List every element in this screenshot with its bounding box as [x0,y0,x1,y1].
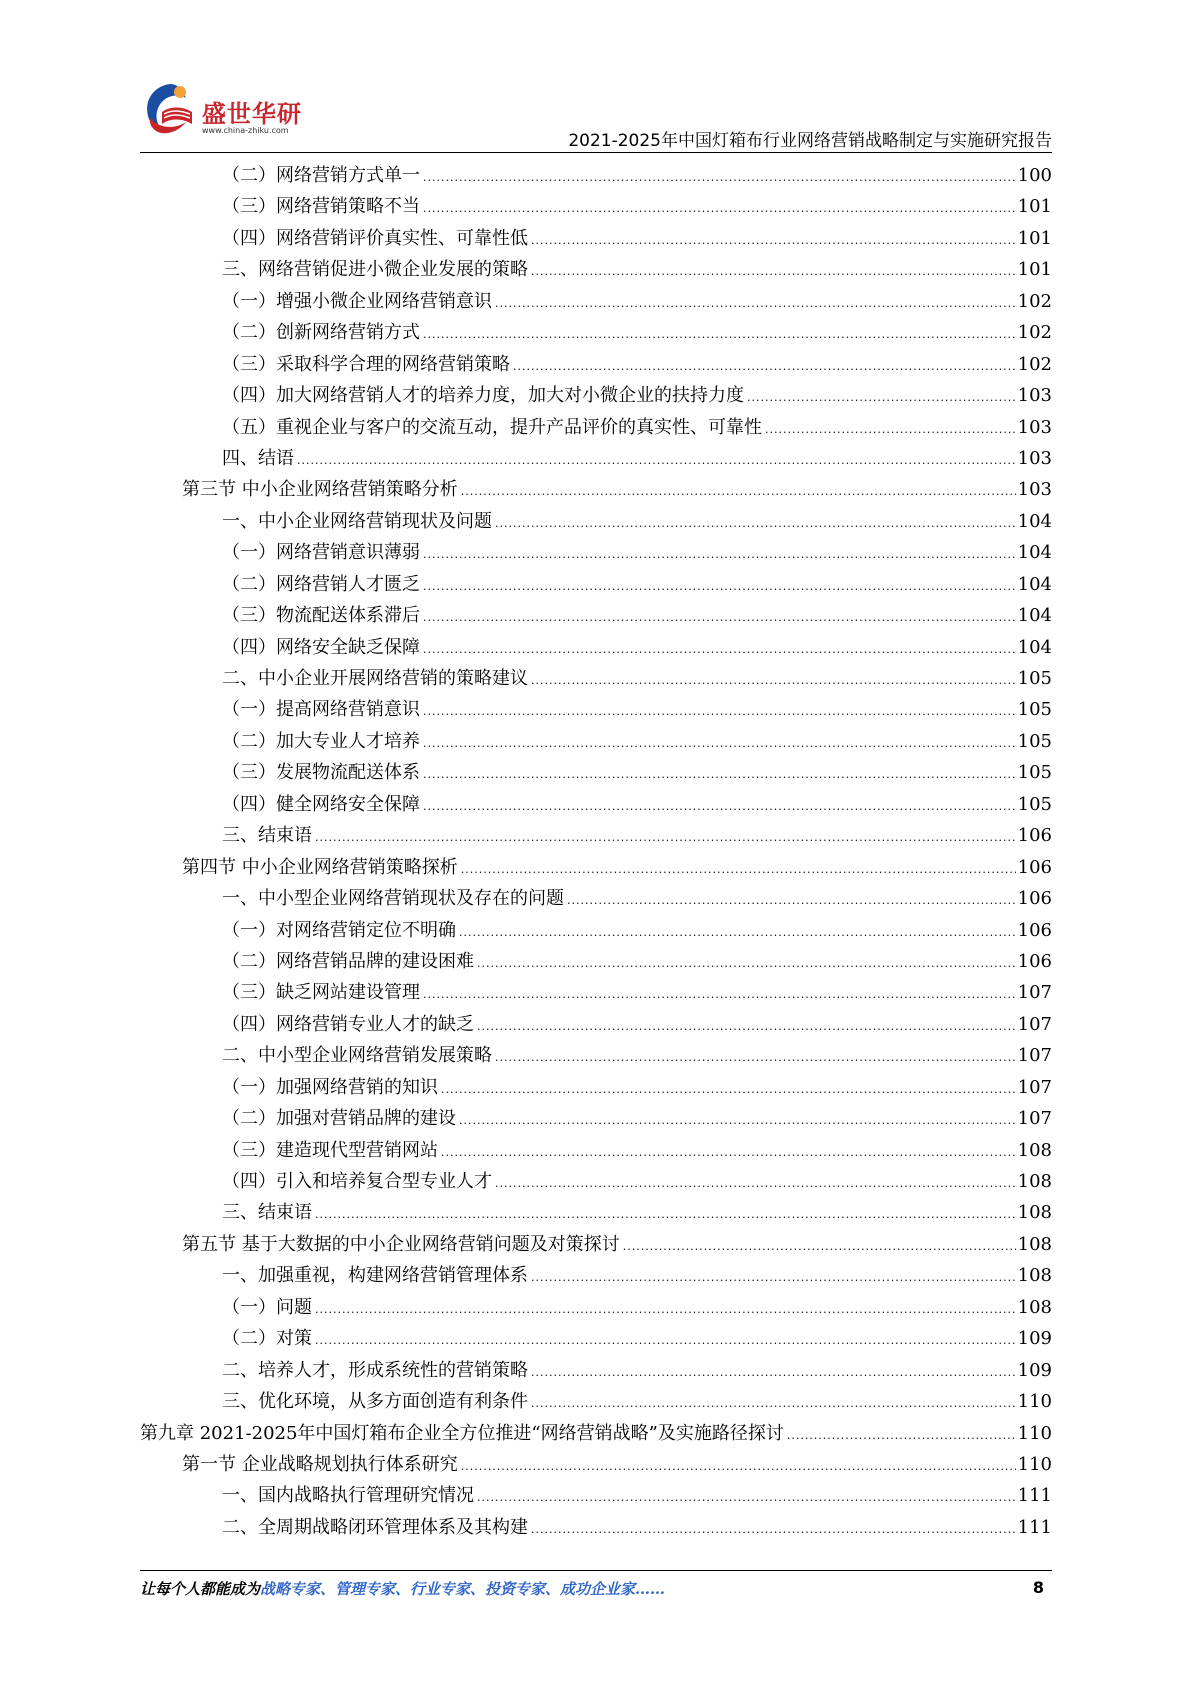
page-header [140,78,1052,154]
toc-entry-title: （一）网络营销意识薄弱 [222,542,420,564]
toc-entry[interactable] [140,1009,1052,1040]
toc-entry-page: 105 [1017,668,1052,689]
toc-leader-dots [423,979,1016,1010]
toc-entry-page: 103 [1017,479,1052,501]
toc-entry[interactable] [140,946,1052,977]
toc-entry-page: 110 [1017,1422,1052,1444]
toc-entry-title: （四）网络安全缺乏保障 [222,636,420,658]
toc-entry-title: 三、结束语 [222,825,312,847]
toc-entry-title: （三）采取科学合理的网络营销策略 [222,353,510,375]
toc-entry[interactable] [140,474,1052,505]
toc-entry-page: 107 [1017,1076,1052,1098]
toc-entry[interactable] [140,1512,1052,1543]
toc-leader-dots [297,445,1016,476]
page-number: 8 [1032,1578,1044,1597]
toc-entry[interactable] [140,412,1052,443]
toc-entry[interactable] [140,1197,1052,1228]
toc-entry-title: （二）网络营销方式单一 [222,165,420,186]
toc-entry-title: 一、加强重视，构建网络营销管理体系 [222,1265,528,1287]
footer-slogan-highlight: 战略专家、管理专家、行业专家、投资专家、成功企业家…… [260,1580,666,1598]
toc-entry[interactable] [140,1166,1052,1197]
toc-entry[interactable] [140,1355,1052,1386]
toc-leader-dots [423,728,1016,759]
toc-entry-page: 102 [1017,322,1052,344]
toc-entry[interactable] [140,380,1052,411]
toc-entry[interactable] [140,915,1052,946]
toc-entry-title: 一、中小企业网络营销现状及问题 [222,510,492,532]
toc-leader-dots [423,634,1016,665]
toc-entry-page: 101 [1017,227,1052,249]
toc-entry[interactable] [140,1323,1052,1354]
toc-entry-page: 108 [1017,1265,1052,1287]
toc-entry[interactable] [140,254,1052,285]
toc-leader-dots [477,1482,1016,1513]
toc-leader-dots [315,822,1016,853]
toc-entry[interactable] [140,443,1052,474]
toc-entry-page: 111 [1017,1485,1052,1507]
toc-entry-title: 第四节 中小企业网络营销策略探析 [182,856,458,878]
toc-entry-title: （三）物流配送体系滞后 [222,605,420,627]
toc-entry-title: （四）引入和培养复合型专业人才 [222,1171,492,1192]
logo-swoosh-icon [140,78,202,140]
toc-entry-title: 二、全周期战略闭环管理体系及其构建 [222,1516,528,1538]
toc-leader-dots [567,885,1016,916]
toc-entry-page: 105 [1017,730,1052,752]
toc-entry-title: （四）加大网络营销人才的培养力度，加大对小微企业的扶持力度 [222,385,744,407]
toc-entry-page: 104 [1017,510,1052,532]
toc-entry[interactable] [140,1418,1052,1449]
toc-entry-title: （三）缺乏网站建设管理 [222,982,420,1004]
toc-entry-title: （五）重视企业与客户的交流互动，提升产品评价的真实性、可靠性 [222,416,762,438]
toc-leader-dots [423,162,1016,193]
toc-entry-title: （一）加强网络营销的知识 [222,1076,438,1098]
toc-entry-page: 111 [1017,1516,1052,1538]
toc-leader-dots [623,1231,1016,1262]
toc-leader-dots [315,1325,1016,1356]
toc-entry-title: 二、中小企业开展网络营销的策略建议 [222,668,528,689]
toc-leader-dots [423,696,1016,727]
toc-entry[interactable] [140,883,1052,914]
toc-entry-title: （二）加大专业人才培养 [222,730,420,752]
toc-entry-title: 二、培养人才，形成系统性的营销策略 [222,1359,528,1381]
toc-entry-title: （二）对策 [222,1328,312,1350]
toc-leader-dots [423,791,1016,822]
toc-entry-page: 107 [1017,1045,1052,1067]
footer-slogan-lead: 让每个人都能成为 [140,1580,261,1598]
toc-leader-dots [495,288,1016,319]
toc-leader-dots [315,1294,1016,1325]
toc-entry-page: 106 [1017,888,1052,910]
toc-entry[interactable] [140,191,1052,222]
toc-entry-title: 四、结语 [222,447,294,469]
toc-entry-page: 106 [1017,919,1052,941]
toc-entry[interactable] [140,852,1052,883]
page-footer [140,1578,1052,1606]
toc-entry-title: （三）建造现代型营销网站 [222,1139,438,1161]
toc-entry[interactable] [140,160,1052,191]
toc-entry-page: 109 [1017,1359,1052,1381]
toc-leader-dots [531,1262,1016,1293]
toc-entry-title: （三）网络营销策略不当 [222,196,420,218]
toc-entry[interactable] [140,1480,1052,1511]
toc-entry-page: 105 [1017,793,1052,815]
toc-entry-title: （一）增强小微企业网络营销意识 [222,290,492,312]
toc-entry-page: 105 [1017,762,1052,784]
toc-leader-dots [765,414,1016,445]
toc-leader-dots [423,759,1016,790]
toc-entry-page: 108 [1017,1139,1052,1161]
toc-entry-page: 108 [1017,1233,1052,1255]
toc-entry-page: 100 [1017,165,1052,186]
toc-entry-page: 108 [1017,1296,1052,1318]
toc-entry-page: 107 [1017,982,1052,1004]
toc-leader-dots [461,476,1016,507]
toc-entry-title: 第一节 企业战略规划执行体系研究 [182,1453,458,1475]
toc-entry-title: （二）网络营销品牌的建设困难 [222,950,474,972]
toc-leader-dots [423,539,1016,570]
toc-entry[interactable] [140,820,1052,851]
toc-entry-title: 第九章 2021-2025年中国灯箱布企业全方位推进“网络营销战略”及实施路径探讨 [140,1422,784,1444]
toc-leader-dots [461,1451,1016,1482]
toc-entry[interactable] [140,1292,1052,1323]
toc-entry[interactable] [140,569,1052,600]
toc-entry[interactable] [140,223,1052,254]
toc-entry-title: （二）网络营销人才匮乏 [222,573,420,595]
toc-entry-title: （二）加强对营销品牌的建设 [222,1108,456,1130]
toc-leader-dots [513,351,1016,382]
toc-entry[interactable] [140,1449,1052,1480]
toc-entry-page: 103 [1017,447,1052,469]
toc-entry-title: （二）创新网络营销方式 [222,322,420,344]
toc-entry-page: 106 [1017,856,1052,878]
toc-leader-dots [495,508,1016,539]
toc-leader-dots [477,948,1016,979]
toc-entry[interactable] [140,1072,1052,1103]
toc-leader-dots [423,602,1016,633]
toc-leader-dots [423,571,1016,602]
toc-entry[interactable] [140,349,1052,380]
toc-entry[interactable] [140,286,1052,317]
logo-url: www.china-zhiku.com [202,126,289,135]
toc-leader-dots [531,256,1016,287]
toc-entry[interactable] [140,1103,1052,1134]
toc-entry[interactable] [140,789,1052,820]
toc-entry-page: 106 [1017,825,1052,847]
toc-entry-title: （四）网络营销评价真实性、可靠性低 [222,227,528,249]
toc-leader-dots [531,225,1016,256]
toc-entry-page: 104 [1017,542,1052,564]
toc-leader-dots [495,1168,1016,1199]
company-logo [140,78,310,148]
toc-leader-dots [315,1199,1016,1230]
toc-entry-page: 104 [1017,605,1052,627]
table-of-contents [140,160,1052,1543]
toc-entry-title: 三、优化环境，从多方面创造有利条件 [222,1391,528,1413]
toc-leader-dots [531,1357,1016,1388]
toc-entry-page: 105 [1017,699,1052,721]
document-title: 2021-2025年中国灯箱布行业网络营销战略制定与实施研究报告 [568,131,1052,151]
toc-entry-page: 110 [1017,1391,1052,1413]
toc-leader-dots [531,1388,1016,1419]
toc-entry-page: 107 [1017,1013,1052,1035]
toc-entry-page: 104 [1017,573,1052,595]
toc-leader-dots [531,1514,1016,1545]
toc-leader-dots [787,1420,1016,1451]
toc-entry-page: 109 [1017,1328,1052,1350]
toc-entry-page: 102 [1017,353,1052,375]
toc-leader-dots [441,1137,1016,1168]
toc-entry-title: （三）发展物流配送体系 [222,762,420,784]
toc-entry-title: （一）提高网络营销意识 [222,699,420,721]
toc-leader-dots [495,1042,1016,1073]
header-divider [140,152,1052,153]
toc-entry-title: 一、中小型企业网络营销现状及存在的问题 [222,888,564,910]
toc-entry-page: 104 [1017,636,1052,658]
toc-entry[interactable] [140,726,1052,757]
toc-entry-page: 108 [1017,1171,1052,1192]
logo-name: 盛世华研 [202,100,302,128]
toc-entry-title: 第三节 中小企业网络营销策略分析 [182,479,458,501]
toc-leader-dots [423,193,1016,224]
toc-entry[interactable] [140,1229,1052,1260]
toc-leader-dots [461,854,1016,885]
toc-entry-page: 101 [1017,259,1052,281]
footer-divider [140,1570,1052,1571]
toc-entry-title: 二、中小型企业网络营销发展策略 [222,1045,492,1067]
toc-entry[interactable] [140,977,1052,1008]
toc-entry-title: （四）网络营销专业人才的缺乏 [222,1013,474,1035]
toc-entry-page: 106 [1017,950,1052,972]
toc-entry-title: 第五节 基于大数据的中小企业网络营销问题及对策探讨 [182,1233,620,1255]
toc-entry-page: 102 [1017,290,1052,312]
toc-leader-dots [459,917,1016,948]
toc-entry-title: （四）健全网络安全保障 [222,793,420,815]
toc-entry[interactable] [140,506,1052,537]
toc-entry-title: 一、国内战略执行管理研究情况 [222,1485,474,1507]
toc-entry[interactable] [140,1386,1052,1417]
toc-entry[interactable] [140,317,1052,348]
toc-entry[interactable] [140,1040,1052,1071]
toc-entry-page: 107 [1017,1108,1052,1130]
toc-entry-title: 三、结束语 [222,1202,312,1224]
toc-entry-page: 101 [1017,196,1052,218]
toc-leader-dots [477,1011,1016,1042]
toc-leader-dots [441,1074,1016,1105]
toc-leader-dots [459,1105,1016,1136]
toc-entry-title: 三、网络营销促进小微企业发展的策略 [222,259,528,281]
toc-entry[interactable] [140,694,1052,725]
toc-entry[interactable] [140,663,1052,694]
toc-entry[interactable] [140,757,1052,788]
toc-entry[interactable] [140,632,1052,663]
toc-leader-dots [423,319,1016,350]
toc-entry-page: 103 [1017,416,1052,438]
toc-entry[interactable] [140,1260,1052,1291]
toc-entry-title: （一）对网络营销定位不明确 [222,919,456,941]
toc-entry[interactable] [140,537,1052,568]
toc-entry[interactable] [140,600,1052,631]
toc-leader-dots [747,382,1016,413]
toc-entry[interactable] [140,1135,1052,1166]
toc-entry-page: 110 [1017,1453,1052,1475]
toc-entry-page: 108 [1017,1202,1052,1224]
toc-leader-dots [531,665,1016,696]
toc-entry-title: （一）问题 [222,1296,312,1318]
toc-entry-page: 103 [1017,385,1052,407]
